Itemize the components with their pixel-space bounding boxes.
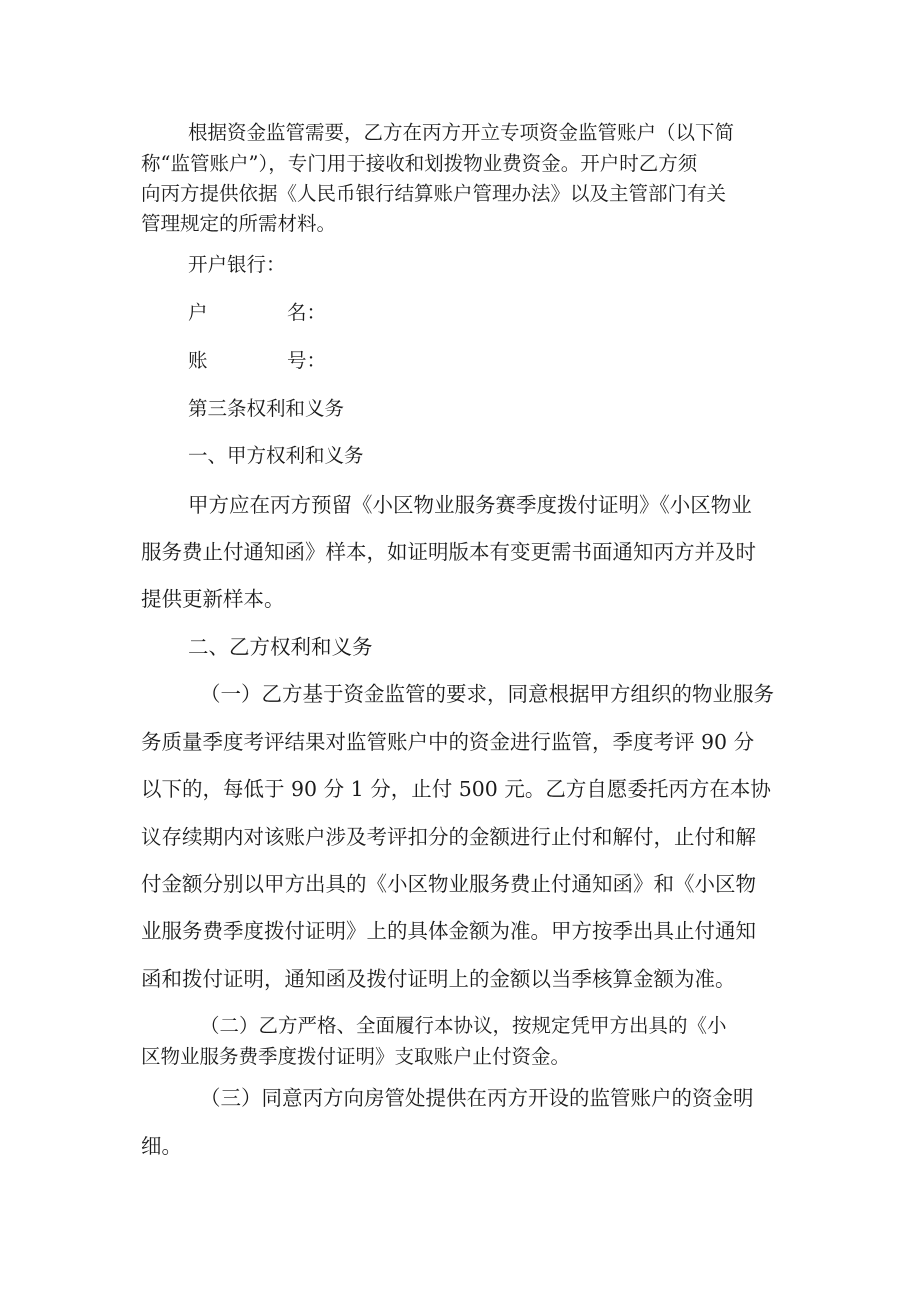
item-two-line-1: （二）乙方严格、全面履行本协议，按规定凭甲方出具的《小 — [200, 1014, 727, 1037]
account-name-label-char2: 名： — [287, 301, 327, 324]
item-one-line-2: 务质量季度考评结果对监管账户中的资金进行监管，季度考评 90 分 — [141, 730, 755, 754]
bank-label: 开户银行： — [188, 253, 286, 276]
account-number-label-char2: 号： — [287, 349, 327, 372]
item-three-line-2: 细。 — [141, 1134, 182, 1158]
intro-line-1: 根据资金监管需要，乙方在丙方开立专项资金监管账户（以下简 — [188, 121, 735, 144]
section-two-title: 二、乙方权利和义务 — [188, 635, 373, 659]
item-one-line-1: （一）乙方基于资金监管的要求，同意根据甲方组织的物业服务 — [200, 682, 774, 706]
item-one-line-3: 以下的，每低于 90 分 1 分，止付 500 元。乙方自愿委托丙方在本协 — [141, 777, 771, 801]
item-two-line-2: 区物业服务费季度拨付证明》支取账户止付资金。 — [141, 1045, 571, 1068]
item-one-line-6: 业服务费季度拨付证明》上的具体金额为准。甲方按季出具止付通知 — [141, 919, 756, 943]
section-one-line-3: 提供更新样本。 — [141, 587, 285, 611]
item-one-line-4: 议存续期内对该账户涉及考评扣分的金额进行止付和解付，止付和解 — [141, 825, 756, 849]
section-one-line-2: 服务费止付通知函》样本，如证明版本有变更需书面通知丙方并及时 — [141, 540, 756, 564]
item-three-line-1: （三）同意丙方向房管处提供在丙方开设的监管账户的资金明 — [200, 1086, 754, 1110]
section-one-line-1: 甲方应在丙方预留《小区物业服务赛季度拨付证明》《小区物业 — [188, 493, 752, 517]
account-name-label-char1: 户 — [188, 301, 208, 324]
intro-line-4: 管理规定的所需材料。 — [141, 212, 337, 235]
section-one-title: 一、甲方权利和义务 — [188, 444, 364, 467]
account-number-label-char1: 账 — [188, 349, 208, 372]
intro-line-3: 向丙方提供依据《人民币银行结算账户管理办法》以及主管部门有关 — [141, 182, 727, 205]
item-one-line-7: 函和拨付证明，通知函及拨付证明上的金额以当季核算金额为准。 — [141, 967, 736, 991]
article-title: 第三条权利和义务 — [188, 397, 345, 420]
intro-line-2: 称“监管账户”），专门用于接收和划拨物业费资金。开户时乙方须 — [141, 152, 698, 175]
item-one-line-5: 付金额分别以甲方出具的《小区物业服务费止付通知函》和《小区物 — [141, 872, 756, 896]
